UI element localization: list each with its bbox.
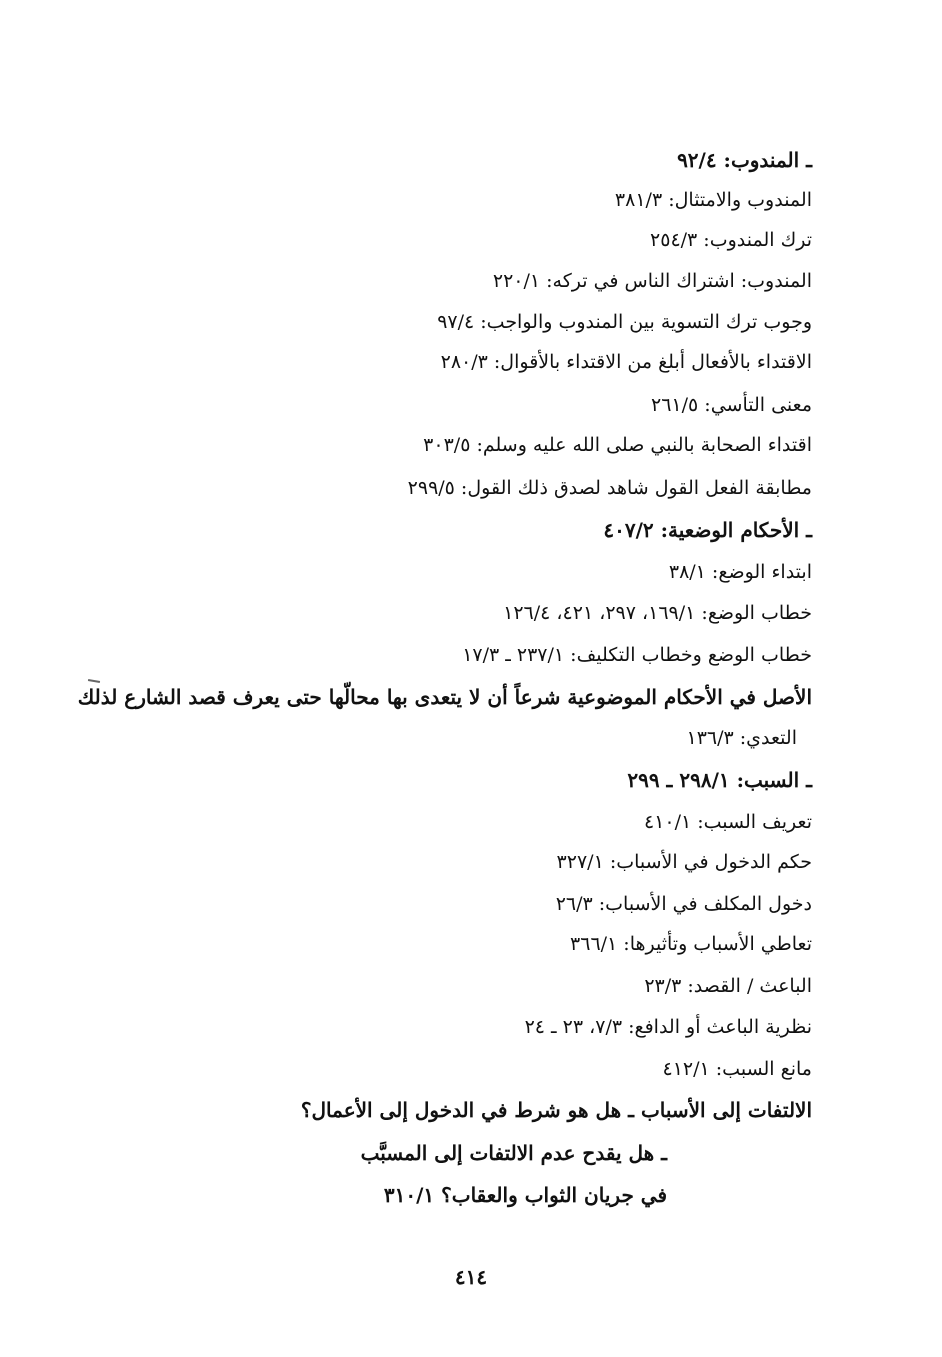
entry-jarayan-thawab: في جريان الثواب والعقاب؟ ٣١٠/١ <box>383 1183 667 1207</box>
entry-khitab-wad-taklif: خطاب الوضع وخطاب التكليف: ٢٣٧/١ ـ ١٧/٣ <box>462 644 812 666</box>
entry-heading-sabab: ـ السبب: ٢٩٨/١ ـ ٢٩٩ <box>627 768 812 792</box>
entry-wujub-tark-taswiya: وجوب ترك التسوية بين المندوب والواجب: ٩٧/٤ <box>437 311 812 333</box>
entry-mana-tasi: معنى التأسي: ٢٦١/٥ <box>651 394 812 416</box>
entry-mandub-ishtirak: المندوب: اشتراك الناس في تركه: ٢٢٠/١ <box>492 270 812 292</box>
entry-tark-mandub: ترك المندوب: ٢٥٤/٣ <box>650 229 812 251</box>
entry-dukhul-mukallaf: دخول المكلف في الأسباب: ٢٦/٣ <box>555 893 812 915</box>
entry-baith-qasd: الباعث / القصد: ٢٣/٣ <box>644 975 812 997</box>
entry-taati-asbab: تعاطي الأسباب وتأثيرها: ٣٦٦/١ <box>570 933 812 955</box>
entry-hukm-dukhul: حكم الدخول في الأسباب: ٣٢٧/١ <box>556 851 812 873</box>
entry-tarif-sabab: تعريف السبب: ٤١٠/١ <box>643 811 812 833</box>
entry-heading-ahkam-wadiya: ـ الأحكام الوضعية: ٤٠٧/٢ <box>603 518 812 542</box>
entry-mani-sabab: مانع السبب: ٤١٢/١ <box>662 1058 812 1080</box>
entry-iqtida-sahaba: اقتداء الصحابة بالنبي صلى الله عليه وسلم: ٣٠٣/٥ <box>423 434 812 456</box>
entry-ibtida-wad: ابتداء الوضع: ٣٨/١ <box>668 561 812 583</box>
entry-nazariyat-baith: نظرية الباعث أو الدافع: ٧/٣، ٢٣ ـ ٢٤ <box>524 1016 812 1038</box>
entry-taaddi: التعدي: ١٣٦/٣ <box>686 727 797 749</box>
entry-mutabaqat-fil: مطابقة الفعل القول شاهد لصدق ذلك القول: ٢٩٩/٥ <box>407 477 812 499</box>
entry-khitab-wad: خطاب الوضع: ١٦٩/١، ٢٩٧، ٤٢١، ١٢٦/٤ <box>503 602 812 624</box>
entry-iltifat-asbab: الالتفات إلى الأسباب ـ هل هو شرط في الدخول إلى الأعمال؟ <box>300 1098 812 1122</box>
entry-hal-yaqdah: ـ هل يقدح عدم الالتفات إلى المسبَّب <box>360 1141 667 1165</box>
entry-mandub-imtithal: المندوب والامتثال: ٣٨١/٣ <box>614 189 812 211</box>
entry-iqtida-afal: الاقتداء بالأفعال أبلغ من الاقتداء بالأقوال: ٢٨٠/٣ <box>440 351 812 373</box>
entry-asl-ahkam: الأصل في الأحكام الموضوعية شرعاً أن لا يتعدى بها محالّها حتى يعرف قصد الشارع لذلك <box>77 685 812 709</box>
entry-heading-mandub: ـ المندوب: ٩٢/٤ <box>677 148 812 172</box>
page-number: ٤١٤ <box>454 1265 488 1289</box>
